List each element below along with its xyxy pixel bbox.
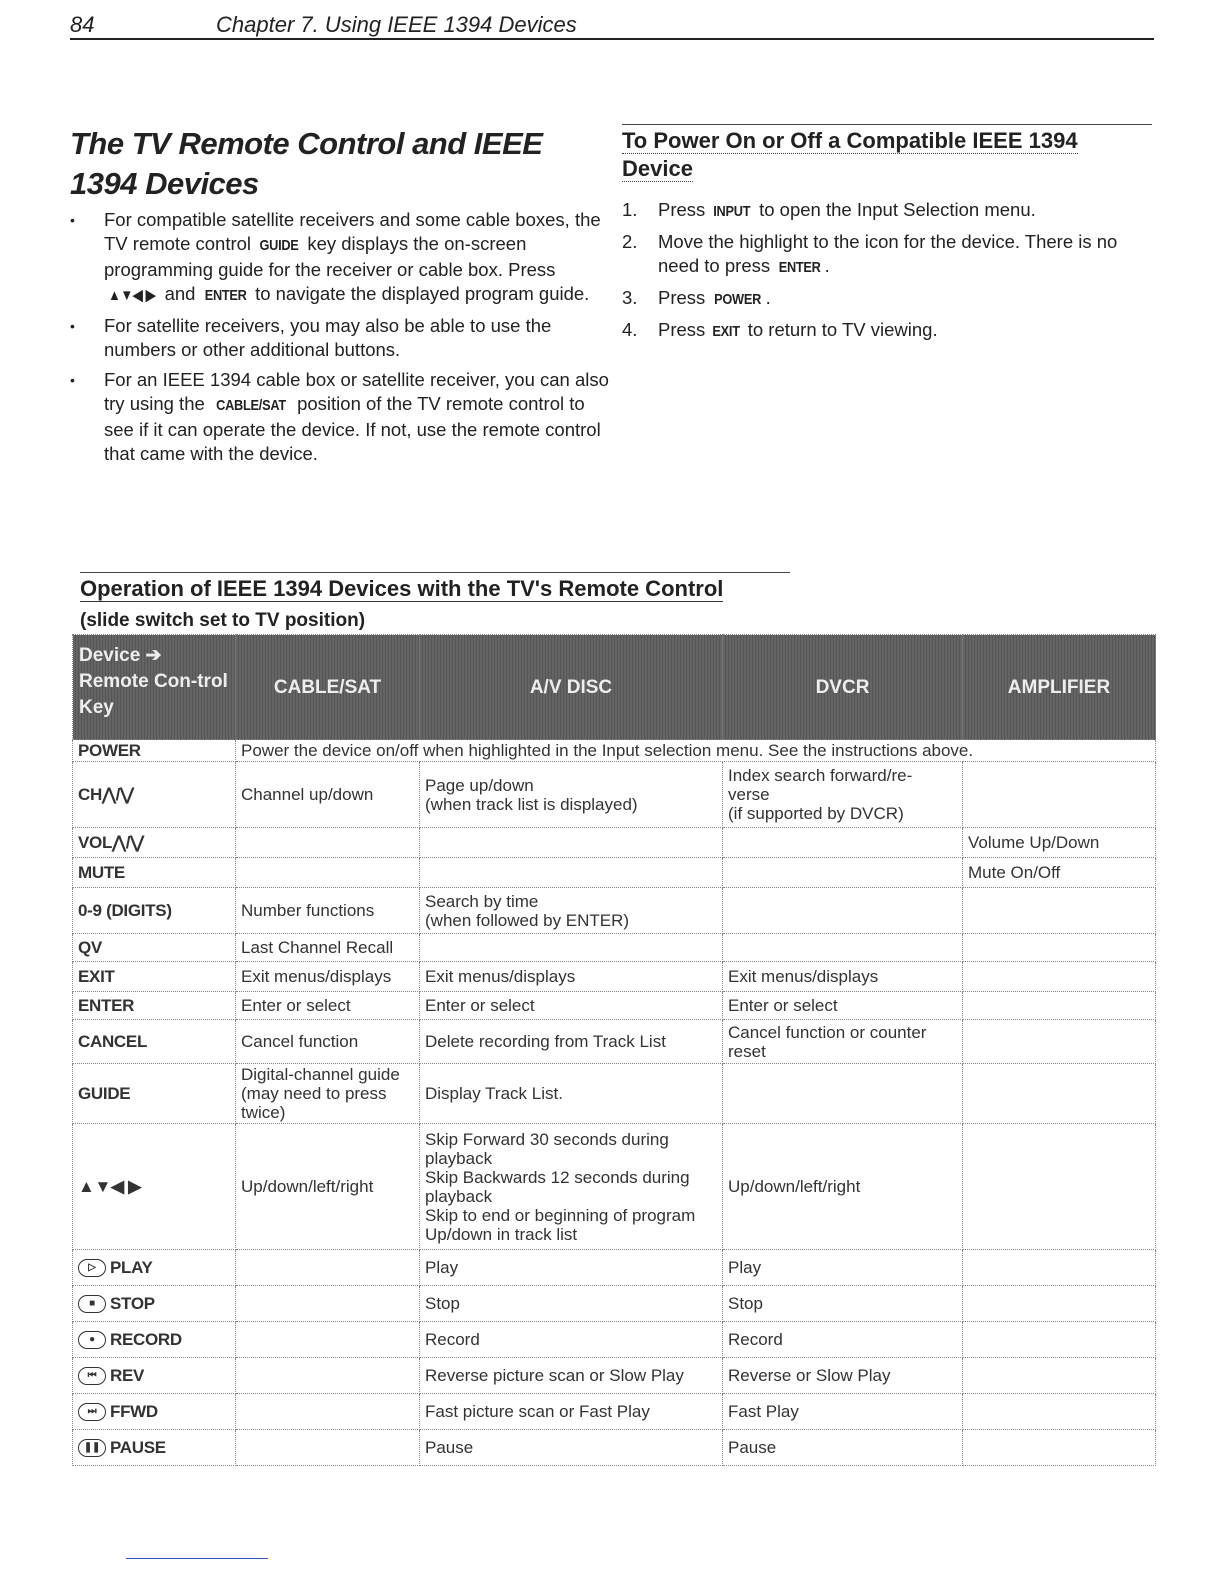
key-cell — [73, 888, 236, 934]
column-header: AMPLIFIER — [963, 635, 1156, 740]
cell-line: Digital-channel guide — [241, 1065, 400, 1084]
cell-line: verse — [728, 785, 770, 804]
step-text: to open the Input Selection menu. — [753, 199, 1036, 220]
key-name: CABLE/SAT — [216, 397, 286, 414]
key-cell — [73, 1020, 236, 1064]
table-cell — [236, 1064, 420, 1124]
table-cell — [963, 1020, 1156, 1064]
key-cell — [73, 762, 236, 828]
table-cell — [963, 888, 1156, 934]
key-label: FFWD — [110, 1401, 158, 1421]
key-cell — [73, 1358, 236, 1394]
key-label: ENTER — [78, 996, 135, 1015]
step-number: 4. — [622, 319, 638, 340]
table-row — [73, 888, 1156, 934]
key-label: QV — [78, 938, 102, 957]
button-icon: ❚❚ — [78, 1439, 106, 1457]
table-row — [73, 992, 1156, 1020]
cell-line: reset — [728, 1041, 766, 1061]
table-cell — [723, 888, 963, 934]
table-cell — [723, 1430, 963, 1466]
column-header: DVCR — [723, 635, 963, 740]
table-row — [73, 1124, 1156, 1250]
table-cell — [963, 762, 1156, 828]
step-number: 3. — [622, 287, 638, 308]
table-cell — [723, 1286, 963, 1322]
cell-line: twice) — [241, 1103, 286, 1122]
cell-line: Reverse picture scan or Slow Play — [425, 1366, 684, 1385]
table-cell — [420, 828, 723, 858]
cell-line: Search by time — [425, 891, 539, 911]
table-cell — [963, 1064, 1156, 1124]
step-text: Press — [658, 319, 711, 340]
key-cell — [73, 1064, 236, 1124]
cell-line: Cancel function or counter — [728, 1022, 927, 1042]
table-row — [73, 1286, 1156, 1322]
bullet-text: For an IEEE 1394 cable box or satellite receiver, you can also try using the — [104, 369, 609, 414]
step-item — [622, 230, 1152, 280]
cell-line: Skip Forward 30 seconds during — [425, 1129, 669, 1149]
key-name: ENTER — [204, 287, 247, 304]
table-row — [73, 1250, 1156, 1286]
key-cell — [73, 1250, 236, 1286]
cell-line: Pause — [728, 1438, 777, 1457]
table-cell — [963, 1322, 1156, 1358]
table-header-row — [73, 635, 1156, 740]
key-name: ENTER — [778, 259, 821, 276]
table-cell — [723, 828, 963, 858]
cell-line: playback — [425, 1148, 493, 1168]
cell-line: Delete recording from Track List — [425, 1032, 666, 1051]
bullet-icon: • — [70, 212, 75, 228]
table-cell — [236, 828, 420, 858]
page-header — [70, 8, 1154, 40]
key-label: RECORD — [110, 1329, 182, 1349]
button-icon: ⏭ — [78, 1403, 106, 1421]
section-title: The TV Remote Control and IEEE 1394 Devices — [70, 126, 543, 201]
column-header: A/V DISC — [420, 635, 723, 740]
table-cell — [723, 1358, 963, 1394]
table-row — [73, 1430, 1156, 1466]
cell-line: Channel up/down — [241, 785, 374, 804]
cell-line: Exit menus/displays — [728, 967, 879, 986]
page-number: 84 — [70, 12, 95, 37]
key-name: GUIDE — [259, 237, 299, 254]
table-cell — [236, 888, 420, 934]
column-header: CABLE/SAT — [236, 635, 420, 740]
cell-line: Record — [425, 1330, 480, 1349]
cell-line: Pause — [425, 1438, 474, 1457]
cell-line: Number functions — [241, 901, 375, 920]
chapter-title: Chapter 7. Using IEEE 1394 Devices — [216, 12, 577, 37]
table-row — [73, 828, 1156, 858]
key-label: STOP — [110, 1293, 155, 1313]
key-cell — [73, 858, 236, 888]
cell-line: Exit menus/displays — [241, 967, 392, 986]
table-cell — [420, 1250, 723, 1286]
bullet-text: key displays the on-screen programming guide for the receiver or cable box. Press — [104, 233, 556, 280]
key-cell: POWER — [73, 740, 236, 762]
table-cell — [723, 1020, 963, 1064]
cell-line: Stop — [425, 1294, 460, 1313]
bullet-icon: • — [70, 372, 75, 388]
table-cell — [420, 1430, 723, 1466]
table-cell — [236, 762, 420, 828]
table-cell — [236, 1020, 420, 1064]
table-cell — [420, 1124, 723, 1250]
key-label: 0-9 (DIGITS) — [78, 901, 172, 920]
button-icon: ● — [78, 1331, 106, 1349]
cell-line: Stop — [728, 1294, 763, 1313]
table-cell — [420, 762, 723, 828]
table-cell — [236, 1358, 420, 1394]
cell-line: Enter or select — [241, 996, 351, 1015]
cell-line: Play — [425, 1258, 459, 1277]
table-row — [73, 1322, 1156, 1358]
key-cell — [73, 934, 236, 962]
key-label: PAUSE — [110, 1437, 166, 1457]
step-number: 2. — [622, 231, 638, 252]
key-cell — [73, 962, 236, 992]
cell-line: Skip to end or beginning of program — [425, 1205, 696, 1225]
device-key-header: Device ➔ Remote Con-trol Key — [73, 635, 236, 740]
table-title: Operation of IEEE 1394 Devices with the TV's Remote Control — [80, 572, 790, 603]
cell-line: Reverse or Slow Play — [728, 1366, 891, 1385]
bullet-icon: • — [70, 318, 75, 334]
key-label: EXIT — [78, 967, 115, 986]
table-cell — [420, 992, 723, 1020]
table-row — [73, 934, 1156, 962]
step-text: to return to TV viewing. — [742, 319, 938, 340]
bullet-item — [70, 314, 610, 362]
table-row-power — [73, 740, 1156, 762]
bullet-text: For satellite receivers, you may also be able to use the numbers or other additional buttons. — [104, 315, 552, 360]
table-cell — [963, 1358, 1156, 1394]
bullet-text: position of the TV remote control to see if it can operate the device. If not, use the remote control that came with the device. — [104, 393, 601, 464]
cell-line: Volume Up/Down — [968, 833, 1100, 852]
cell-line: Cancel function — [241, 1032, 359, 1051]
cell-line: Exit menus/displays — [425, 967, 576, 986]
bullet-text: to navigate the displayed program guide. — [249, 283, 590, 304]
step-text: Press — [658, 199, 711, 220]
key-cell — [73, 1394, 236, 1430]
footer-rule — [126, 1558, 268, 1559]
step-text: Press — [658, 287, 711, 308]
table-cell — [420, 934, 723, 962]
key-name: EXIT — [712, 323, 741, 340]
table-cell — [236, 1394, 420, 1430]
key-cell — [73, 1286, 236, 1322]
step-item — [622, 198, 1152, 224]
cell-line: Last Channel Recall — [241, 938, 394, 957]
cell-line: Play — [728, 1258, 762, 1277]
button-icon: ▷ — [78, 1259, 106, 1277]
cell-line: (when followed by ENTER) — [425, 910, 630, 930]
step-item — [622, 318, 1152, 344]
operations-table — [72, 634, 1156, 1466]
table-cell — [420, 1394, 723, 1430]
table-cell — [723, 1124, 963, 1250]
key-name: POWER — [714, 291, 762, 308]
bullet-item — [70, 208, 610, 308]
table-cell — [236, 1250, 420, 1286]
key-cell — [73, 828, 236, 858]
step-text: . — [824, 255, 830, 276]
table-cell — [236, 1286, 420, 1322]
table-cell — [963, 828, 1156, 858]
key-label: MUTE — [78, 863, 125, 882]
table-row — [73, 962, 1156, 992]
table-cell — [236, 934, 420, 962]
key-label: ▲▼◀ ▶ — [78, 1177, 142, 1196]
table-cell — [723, 992, 963, 1020]
table-cell — [236, 858, 420, 888]
step-text: . — [765, 287, 771, 308]
table-cell — [963, 1394, 1156, 1430]
table-cell — [963, 934, 1156, 962]
key-cell — [73, 1322, 236, 1358]
cell-line: Record — [728, 1330, 783, 1349]
table-cell — [420, 1286, 723, 1322]
table-cell — [420, 888, 723, 934]
cell-line: Enter or select — [728, 996, 838, 1015]
cell-line: Up/down/left/right — [728, 1177, 861, 1196]
table-cell: Power the device on/off when highlighted in the Input selection menu. See the instructions above. — [236, 740, 1156, 762]
cell-line: Skip Backwards 12 seconds during — [425, 1167, 690, 1187]
cell-line: Up/down in track list — [425, 1224, 578, 1244]
table-cell — [963, 962, 1156, 992]
table-cell — [420, 1358, 723, 1394]
cell-line: (may need to press — [241, 1084, 387, 1103]
bullet-text: and — [159, 283, 201, 304]
table-cell — [963, 858, 1156, 888]
bullet-list — [70, 208, 610, 472]
table-cell — [236, 992, 420, 1020]
table-cell — [963, 1124, 1156, 1250]
table-cell — [723, 1250, 963, 1286]
table-cell — [236, 1124, 420, 1250]
table-cell — [420, 962, 723, 992]
table-cell — [723, 1064, 963, 1124]
cell-line: playback — [425, 1186, 493, 1206]
key-cell — [73, 1124, 236, 1250]
key-cell — [73, 992, 236, 1020]
cell-line: Mute On/Off — [968, 863, 1061, 882]
table-cell — [723, 858, 963, 888]
cell-line: Display Track List. — [425, 1084, 563, 1103]
step-number: 1. — [622, 199, 638, 220]
key-label: REV — [110, 1365, 145, 1385]
cell-line: (if supported by DVCR) — [728, 804, 904, 823]
table-cell — [420, 1322, 723, 1358]
key-label: PLAY — [110, 1257, 153, 1277]
key-name: INPUT — [713, 203, 751, 220]
button-icon: ⏮ — [78, 1367, 106, 1385]
cell-line: (when track list is displayed) — [425, 794, 638, 814]
table-cell — [963, 1430, 1156, 1466]
cell-line: Page up/down — [425, 775, 534, 795]
key-label: VOL⋀/⋁ — [78, 833, 144, 852]
table-cell — [723, 1394, 963, 1430]
table-cell — [420, 1064, 723, 1124]
bullet-text: For compatible satellite receivers and some cable boxes, the TV remote control — [104, 209, 601, 254]
bullet-item — [70, 368, 610, 466]
key-label: GUIDE — [78, 1084, 131, 1103]
table-cell — [723, 934, 963, 962]
table-row — [73, 858, 1156, 888]
table-cell — [723, 1322, 963, 1358]
cell-line: Index search forward/re- — [728, 766, 913, 785]
key-cell — [73, 1430, 236, 1466]
table-cell — [723, 762, 963, 828]
step-item — [622, 286, 1152, 312]
cell-line: Fast Play — [728, 1402, 799, 1421]
cell-line: Up/down/left/right — [241, 1177, 374, 1196]
table-subtitle: (slide switch set to TV position) — [80, 610, 366, 631]
table-cell — [963, 1250, 1156, 1286]
table-row — [73, 762, 1156, 828]
key-label: CANCEL — [78, 1032, 148, 1051]
procedure-title: To Power On or Off a Compatible IEEE 1394 Device — [622, 124, 1152, 183]
table-cell — [963, 1286, 1156, 1322]
button-icon: ■ — [78, 1295, 106, 1313]
table-cell — [420, 1020, 723, 1064]
procedure-steps — [622, 198, 1152, 350]
table-cell — [236, 962, 420, 992]
table-row — [73, 1358, 1156, 1394]
cell-line: Fast picture scan or Fast Play — [425, 1402, 650, 1421]
table-row — [73, 1394, 1156, 1430]
key-label: CH⋀/⋁ — [78, 785, 134, 804]
table-cell — [963, 992, 1156, 1020]
table-row — [73, 1064, 1156, 1124]
cell-line: Enter or select — [425, 996, 535, 1015]
key-name: ▲▼◀ ▶ — [108, 287, 156, 304]
table-cell — [236, 1322, 420, 1358]
table-cell — [723, 962, 963, 992]
table-row — [73, 1020, 1156, 1064]
table-cell — [420, 858, 723, 888]
table-cell — [236, 1430, 420, 1466]
step-text: Move the highlight to the icon for the device. There is no need to press — [658, 231, 1118, 276]
